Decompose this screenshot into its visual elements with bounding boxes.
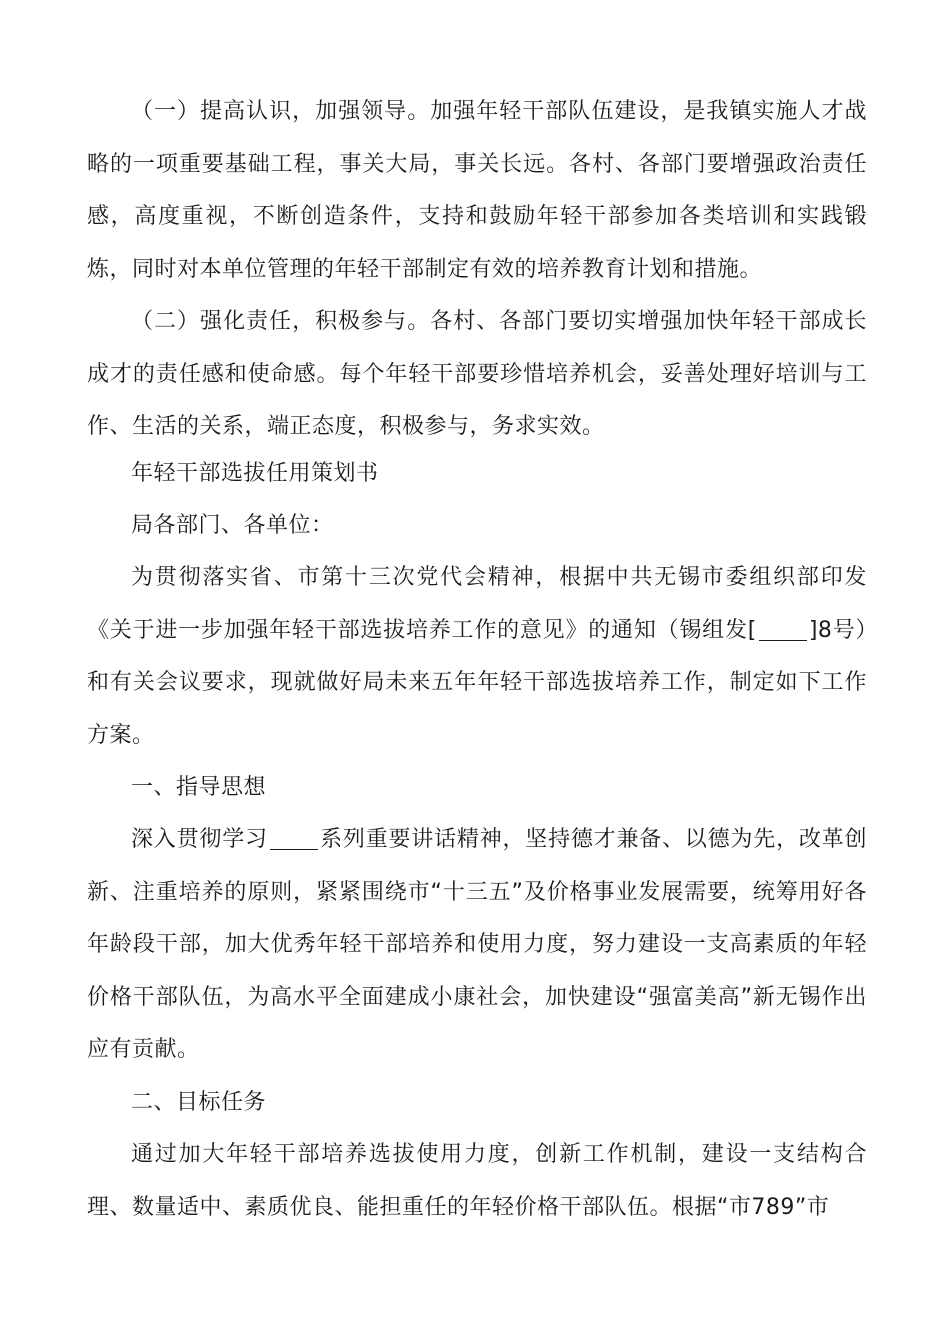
ideology-text-part-1: 深入贯彻学习 (131, 827, 268, 852)
intro-text-part-2: ]8号）和有关会议要求，现就做好局未来五年年轻干部选拔培养工作，制定如下工作方案。 (87, 617, 867, 748)
paragraph-strengthen-leadership: （一）提高认识，加强领导。加强年轻干部队伍建设，是我镇实施人才战略的一项重要基础工程，事关大局，事关长远。各村、各部门要增强政治责任感，高度重视，不断创造条件，支持和鼓励年轻干部参加各类培训和实践锻炼，同时对本单位管理的年轻干部制定有效的培养教育计划和措施。 (87, 99, 867, 282)
section-heading-guiding-ideology: 一、指导思想 (131, 775, 267, 800)
paragraph-strengthen-responsibility: （二）强化责任，积极参与。各村、各部门要切实增强加快年轻干部成长成才的责任感和使命感。每个年轻干部要珍惜培养机会，妥善处理好培训与工作、生活的关系，端正态度，积极参与，务求实效。 (87, 309, 867, 439)
document-title: 年轻干部选拔任用策划书 (131, 461, 379, 486)
blank-underline (270, 827, 318, 850)
paragraph-guiding-ideology (87, 814, 867, 1077)
section-heading-goals: 二、目标任务 (131, 1090, 267, 1115)
salutation: 局各部门、各单位： (131, 513, 334, 538)
ideology-text-part-2: 系列重要讲话精神，坚持德才兼备、以德为先，改革创新、注重培养的原则，紧紧围绕市“十三五”及价格事业发展需要，统筹用好各年龄段干部，加大优秀年轻干部培养和使用力度，努力建设一支高素质的年轻价格干部队伍，为高水平全面建成小康社会，加快建设“强富美高”新无锡作出应有贡献。 (87, 827, 867, 1062)
intro-text-part-1: 为贯彻落实省、市第十三次党代会精神，根据中共无锡市委组织部印发《关于进一步加强年轻干部选拔培养工作的意见》的通知（锡组发[ (87, 565, 867, 643)
paragraph-introduction (87, 552, 867, 762)
blank-underline (759, 618, 807, 641)
paragraph-goals: 通过加大年轻干部培养选拔使用力度，创新工作机制，建设一支结构合理、数量适中、素质优良、能担重任的年轻价格干部队伍。根据“市789”市 (87, 1142, 867, 1220)
